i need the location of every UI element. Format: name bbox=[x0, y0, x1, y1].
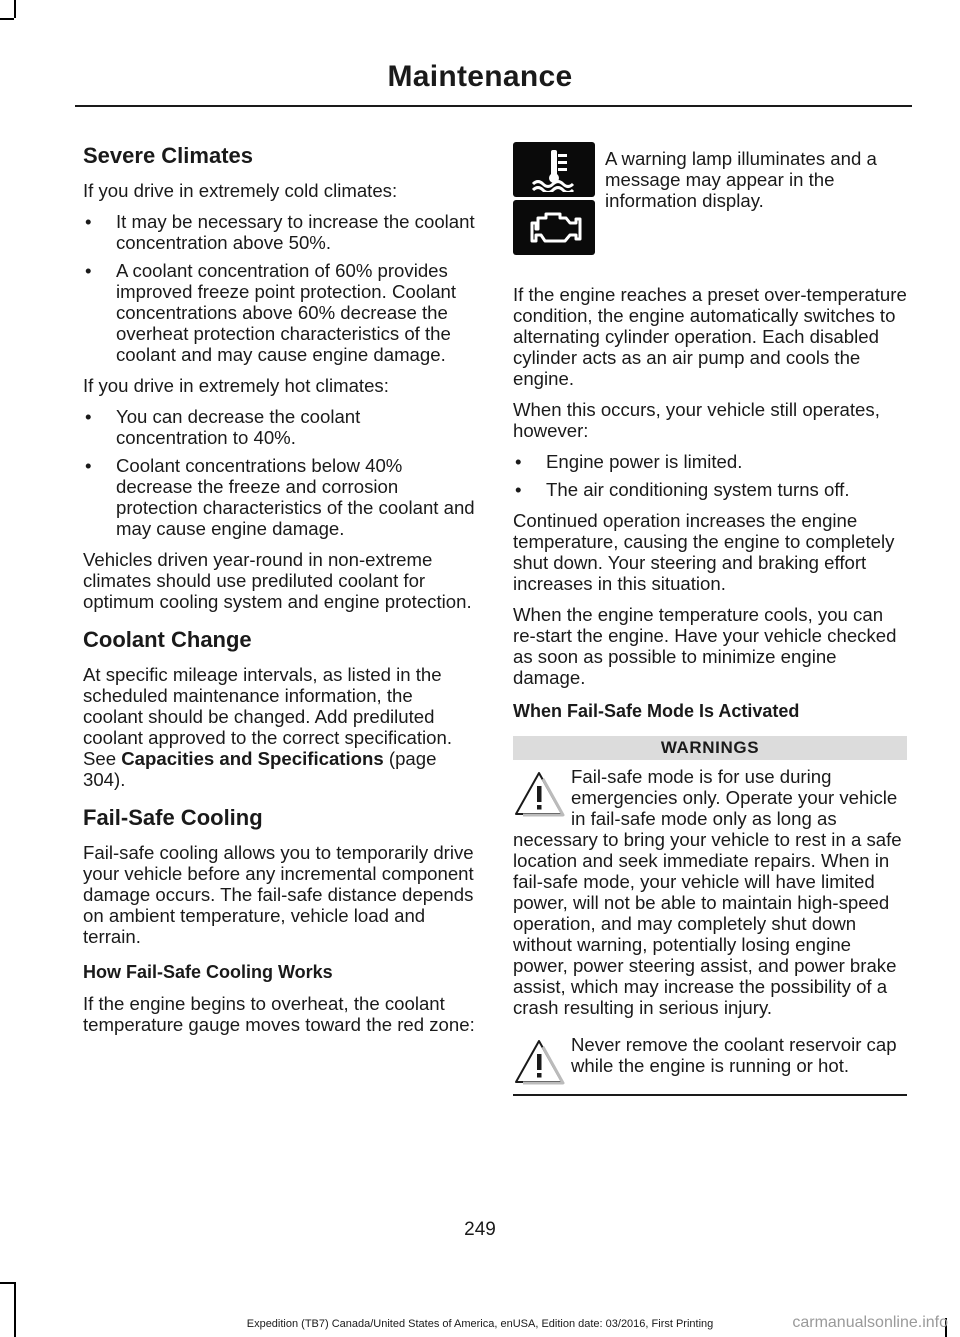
coolant-temperature-icon bbox=[513, 142, 595, 197]
right-column bbox=[513, 142, 907, 1096]
warning-lamps bbox=[513, 142, 907, 258]
page-title: Maintenance bbox=[387, 60, 573, 93]
warning-text: Fail-safe mode is for use during emergencies only. Operate your vehicle in fail-safe mode only as long as necessary to bring your vehicle to rest in a safe location and seek immediate repairs. When in fail-safe mode, your vehicle will have limited power, will not be able to maintain high-speed operation, and may completely shut down without warning, potentially losing engine power, power steering assist, and power brake assist, which may increase the possibility of a crash resulting in serious injury. bbox=[513, 766, 902, 1018]
how-failsafe-paragraph: If the engine begins to overheat, the coolant temperature gauge moves toward the red zone: bbox=[83, 993, 475, 1035]
crop-mark bbox=[0, 18, 14, 20]
hot-list bbox=[83, 406, 475, 539]
crop-mark bbox=[0, 1282, 14, 1284]
warnings-header: WARNINGS bbox=[513, 736, 907, 760]
prediluted-paragraph: Vehicles driven year-round in non-extreme climates should use prediluted coolant for optimum cooling system and engine protection. bbox=[83, 549, 472, 612]
warnings-divider bbox=[513, 1094, 907, 1096]
header-divider bbox=[75, 105, 912, 107]
occurs-list bbox=[513, 451, 907, 500]
capacities-link[interactable]: Capacities and Specifications bbox=[121, 748, 384, 769]
list-item: • It may be necessary to increase the coolant concentration above 50%. bbox=[83, 211, 475, 253]
continued-paragraph: Continued operation increases the engine temperature, causing the engine to completely shut down. Your steering and braking effort increases in this situation. bbox=[513, 510, 895, 594]
list-item: • Coolant concentrations below 40% decrease the freeze and corrosion protection characteristics of the coolant and may cause engine damage. bbox=[83, 455, 475, 539]
failsafe-paragraph: Fail-safe cooling allows you to temporarily drive your vehicle before any incremental component damage occurs. The fail-safe distance depends on ambient temperature, vehicle load and terrain. bbox=[83, 842, 474, 947]
coolant-change-heading: Coolant Change bbox=[83, 627, 252, 652]
severe-climates-heading: Severe Climates bbox=[83, 143, 253, 168]
how-failsafe-heading: How Fail-Safe Cooling Works bbox=[83, 962, 333, 982]
left-column bbox=[83, 142, 475, 1045]
coolant-change-paragraph: At specific mileage intervals, as listed in the scheduled maintenance information, the coolant should be changed. Add prediluted coolant approved to the correct specification. See Capacities and Specifications (page 304). bbox=[83, 664, 452, 790]
hot-intro: If you drive in extremely hot climates: bbox=[83, 375, 389, 396]
failsafe-activated-heading: When Fail-Safe Mode Is Activated bbox=[513, 701, 800, 721]
occurs-paragraph: When this occurs, your vehicle still operates, however: bbox=[513, 399, 880, 441]
cold-intro: If you drive in extremely cold climates: bbox=[83, 180, 398, 201]
page-number: 249 bbox=[464, 1219, 496, 1240]
warning-triangle-icon bbox=[513, 770, 565, 818]
cold-list bbox=[83, 211, 475, 365]
preset-paragraph: If the engine reaches a preset over-temperature condition, the engine automatically switches to alternating cylinder operation. Each disabled cylinder acts as an air pump and cools the engine. bbox=[513, 284, 907, 389]
list-item: • The air conditioning system turns off. bbox=[513, 479, 907, 500]
failsafe-cooling-heading: Fail-Safe Cooling bbox=[83, 805, 263, 830]
warning-text: Never remove the coolant reservoir cap while the engine is running or hot. bbox=[571, 1034, 897, 1076]
edition-footer: Expedition (TB7) Canada/United States of America, enUSA, Edition date: 03/2016, First Printing bbox=[246, 1318, 714, 1330]
crop-mark bbox=[14, 0, 16, 18]
warning-lamp-text: A warning lamp illuminates and a message may appear in the information display. bbox=[605, 148, 877, 211]
cools-paragraph: When the engine temperature cools, you can re-start the engine. Have your vehicle checked as soon as possible to minimize engine damage. bbox=[513, 604, 897, 688]
warning-item bbox=[513, 1034, 907, 1088]
list-item: • You can decrease the coolant concentration to 40%. bbox=[83, 406, 475, 448]
watermark: carmanualsonline.info bbox=[792, 1314, 948, 1331]
list-item: • Engine power is limited. bbox=[513, 451, 907, 472]
list-item: • A coolant concentration of 60% provides improved freeze point protection. Coolant concentrations above 60% decrease the overheat protection characteristics of the coolant and may cause engine damage. bbox=[83, 260, 475, 365]
check-engine-icon bbox=[513, 200, 595, 255]
warning-triangle-icon bbox=[513, 1038, 565, 1086]
warning-item bbox=[513, 766, 907, 1018]
